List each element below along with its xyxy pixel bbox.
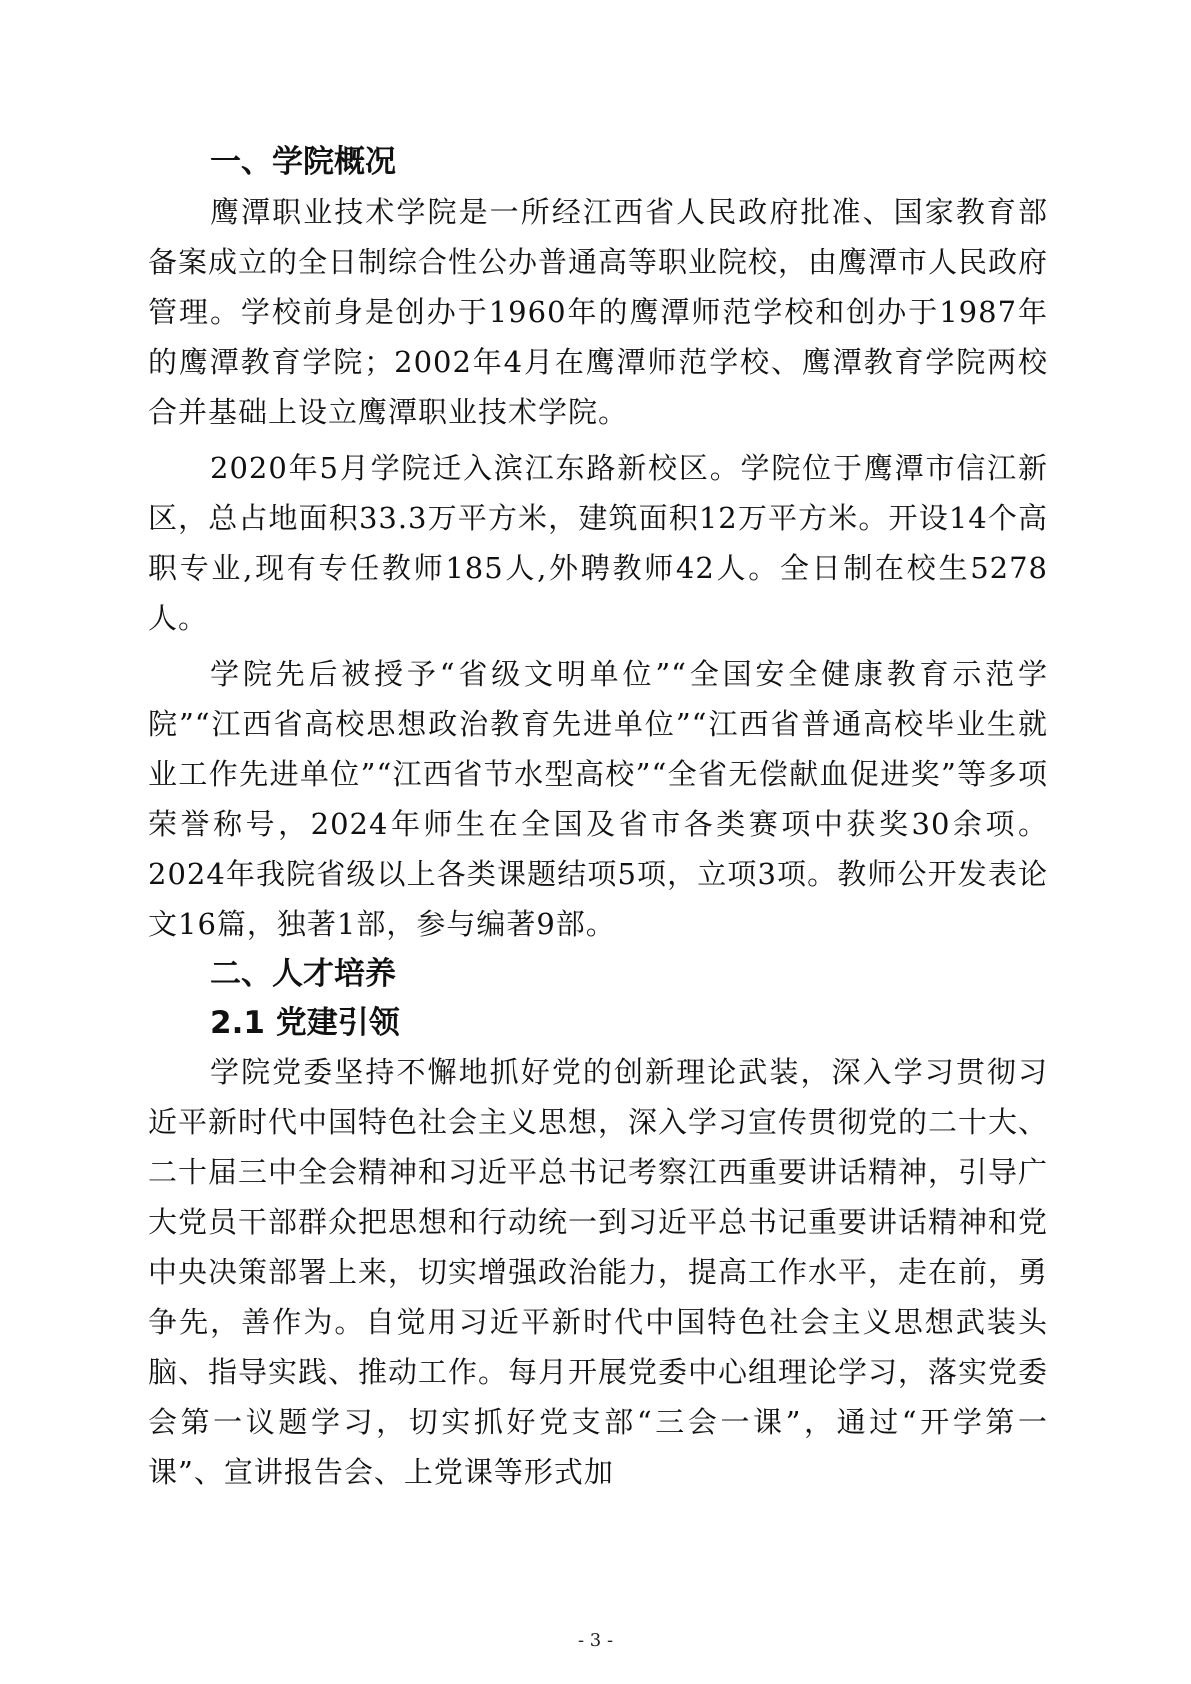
section-heading-talent-training: 二、人才培养 [210,956,396,992]
paragraph: 2020年5月学院迁入滨江东路新校区。学院位于鹰潭市信江新区，总占地面积33.3万平方米，建筑面积12万平方米。开设14个高职专业,现有专任教师185人,外聘教师42人。全日制在校生5278人。 [148,451,1048,635]
section-heading-overview: 一、学院概况 [210,144,396,180]
page-number: - 3 - [577,1630,614,1651]
paragraph: 鹰潭职业技术学院是一所经江西省人民政府批准、国家教育部备案成立的全日制综合性公办普通高等职业院校，由鹰潭市人民政府管理。学校前身是创办于1960年的鹰潭师范学校和创办于1987年的鹰潭教育学院；2002年4月在鹰潭师范学校、鹰潭教育学院两校合并基础上设立鹰潭职业技术学院。 [148,195,1049,429]
paragraph: 学院先后被授予“省级文明单位”“全国安全健康教育示范学院”“江西省高校思想政治教育先进单位”“江西省普通高校毕业生就业工作先进单位”“江西省节水型高校”“全省无偿献血促进奖”等多项荣誉称号，2024年师生在全国及省市各类赛项中获奖30余项。2024年我院省级以上各类课题结项5项，立项3项。教师公开发表论文16篇，独著1部，参与编著9部。 [148,657,1048,941]
subsection-heading-party-building: 2.1 党建引领 [210,1005,400,1041]
paragraph: 学院党委坚持不懈地抓好党的创新理论武装，深入学习贯彻习近平新时代中国特色社会主义思想，深入学习宣传贯彻党的二十大、二十届三中全会精神和习近平总书记考察江西重要讲话精神，引导广大党员干部群众把思想和行动统一到习近平总书记重要讲话精神和党中央决策部署上来，切实增强政治能力，提高工作水平，走在前，勇争先，善作为。自觉用习近平新时代中国特色社会主义思想武装头脑、指导实践、推动工作。每月开展党委中心组理论学习，落实党委会第一议题学习，切实抓好党支部“三会一课”，通过“开学第一课”、宣讲报告会、上党课等形式加 [148,1055,1049,1489]
page-content [148,137,1048,1497]
